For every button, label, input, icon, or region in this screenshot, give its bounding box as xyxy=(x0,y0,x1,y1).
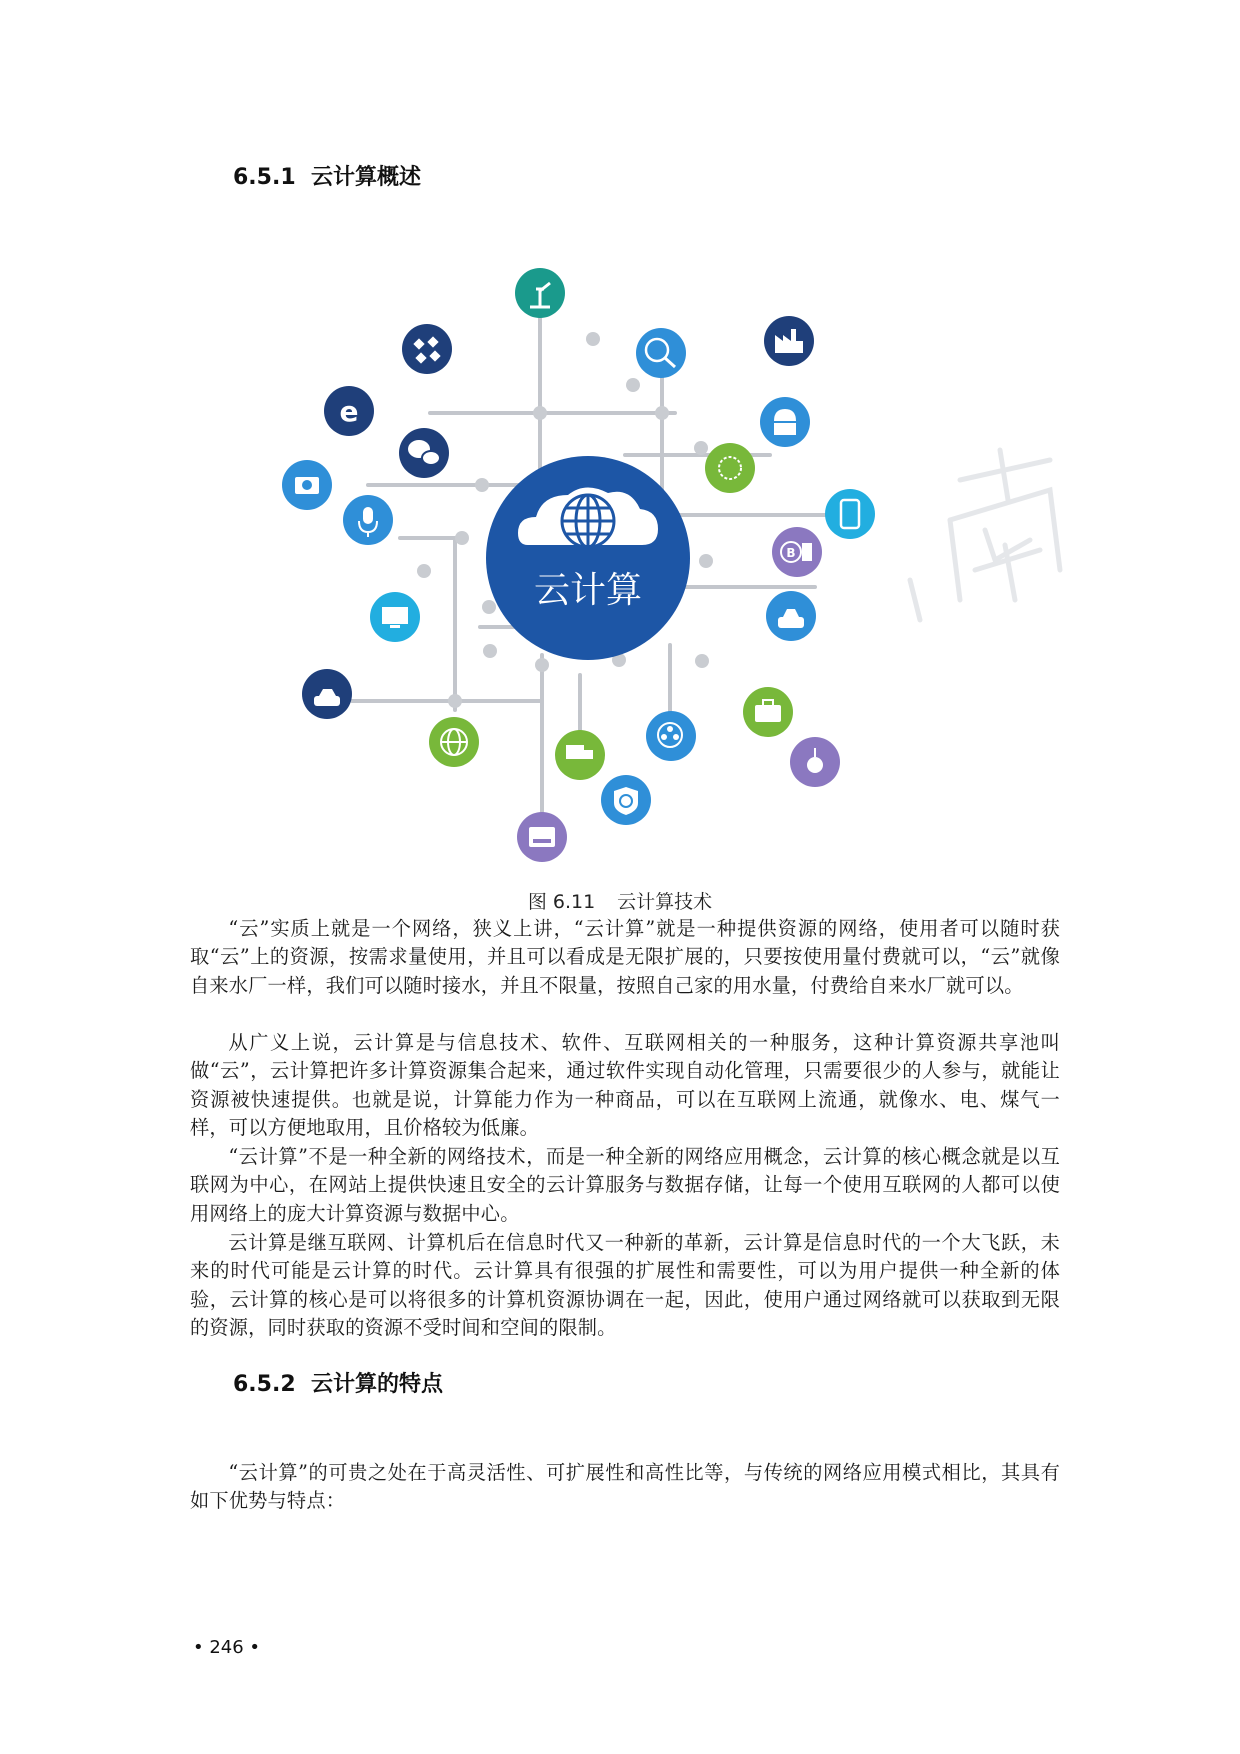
page-number: • 246 • xyxy=(193,1637,261,1658)
svg-text:e: e xyxy=(339,395,359,428)
figure-caption xyxy=(0,887,1240,914)
burst-icon xyxy=(705,443,755,493)
light-bulb-icon xyxy=(790,737,840,787)
section-number: 6.5.1 xyxy=(233,165,296,190)
section-heading-6-5-1 xyxy=(233,160,421,191)
shield-globe-icon xyxy=(601,775,651,825)
factory-icon xyxy=(764,316,814,366)
camera-icon xyxy=(282,460,332,510)
robot-arm-icon xyxy=(515,268,565,318)
section-number: 6.5.2 xyxy=(233,1372,296,1397)
cloud-computing-hub xyxy=(486,456,690,660)
bitcoin-icon xyxy=(772,527,822,577)
cloud-computing-figure xyxy=(280,255,920,875)
watermark xyxy=(900,440,1070,640)
smartphone-icon xyxy=(825,489,875,539)
section-title: 云计算的特点 xyxy=(310,1372,443,1397)
section-title: 云计算概述 xyxy=(310,165,421,190)
section-intro-paragraph: “云计算”的可贵之处在于高灵活性、可扩展性和高性比等，与传统的网络应用模式相比，其具有如下优势与特点： xyxy=(190,1461,1060,1513)
body-paragraph-4: 云计算是继互联网、计算机后在信息时代又一种新的革新，云计算是信息时代的一个大飞跃，未来的时代可能是云计算的时代。云计算具有很强的扩展性和需要性，可以为用户提供一种全新的体验，云计算的核心是可以将很多的计算机资源协调在一起，因此，使用户通过网络就可以获取到无限的资源，同时获取的资源不受时间和空间的限制。 xyxy=(190,1231,1060,1340)
ie-browser-icon xyxy=(324,386,374,436)
world-grid-icon xyxy=(429,717,479,767)
section-heading-6-5-2 xyxy=(233,1367,443,1398)
microphone-icon xyxy=(343,495,393,545)
diamond-grid-icon xyxy=(402,324,452,374)
figure-caption-number: 图 6.11 xyxy=(527,891,596,913)
delivery-truck-icon xyxy=(555,730,605,780)
smart-car-icon xyxy=(766,591,816,641)
monitor-icon xyxy=(370,592,420,642)
svg-text:B: B xyxy=(786,546,796,560)
body-paragraph-3: “云计算”不是一种全新的网络技术，而是一种全新的网络应用概念，云计算的核心概念就是以互联网为中心，在网站上提供快速且安全的云计算服务与数据存储，让每一个使用互联网的人都可以使用网络上的庞大计算资源与数据中心。 xyxy=(190,1145,1060,1225)
body-paragraph-1: “云”实质上就是一个网络，狭义上讲，“云计算”就是一种提供资源的网络，使用者可以随时获取“云”上的资源，按需求量使用，并且可以看成是无限扩展的，只要按使用量付费就可以，“云”就像自来水厂一样，我们可以随时接水，并且不限量，按照自己家的用水量，付费给自来水厂就可以。 xyxy=(190,917,1060,997)
globe-search-icon xyxy=(636,328,686,378)
body-paragraph-2: 从广义上说，云计算是与信息技术、软件、互联网相关的一种服务，这种计算资源共享池叫做“云”，云计算把许多计算资源集合起来，通过软件实现自动化管理，只需要很少的人参与，就能让资源被快速提供。也就是说，计算能力作为一种商品，可以在互联网上流通，就像水、电、煤气一样，可以方便地取用，且价格较为低廉。 xyxy=(190,1031,1060,1140)
film-reel-icon xyxy=(646,711,696,761)
globe-icon xyxy=(562,495,614,547)
hub-label: 云计算 xyxy=(533,570,643,611)
figure-caption-text: 云计算技术 xyxy=(617,891,713,913)
android-icon xyxy=(760,397,810,447)
briefcase-icon xyxy=(743,687,793,737)
keyboard-device-icon xyxy=(517,812,567,862)
wechat-icon xyxy=(399,428,449,478)
self-driving-car-icon xyxy=(302,669,352,719)
